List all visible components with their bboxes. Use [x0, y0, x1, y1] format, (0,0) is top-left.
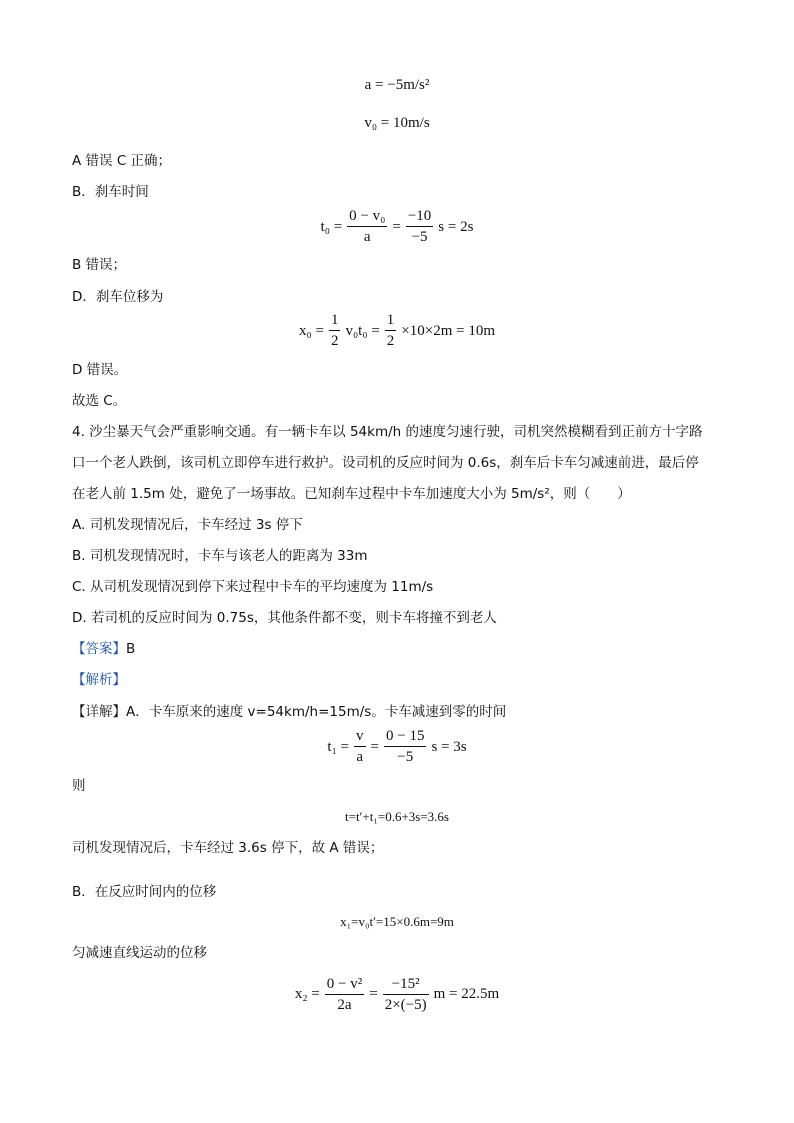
t0-fraction-1	[347, 206, 387, 247]
t0-den-2: −5	[411, 229, 428, 245]
option-b: B. 司机发现情况时，卡车与该老人的距离为 33m	[72, 548, 368, 564]
x0-fraction-1	[329, 310, 341, 351]
text-d-wrong: D 错误。	[72, 362, 128, 378]
equation-x1: x₁=v₀t′=15×0.6m=9m	[340, 914, 454, 929]
x2-fraction-1	[325, 974, 364, 1015]
x2-num-2: −15²	[383, 974, 429, 995]
option-a: A. 司机发现情况后，卡车经过 3s 停下	[72, 517, 303, 533]
equation-initial-velocity: v₀ = 10m/s	[364, 115, 430, 131]
answer-value: B	[126, 641, 136, 657]
x0-fraction-2	[385, 310, 397, 351]
option-c: C. 从司机发现情况到停下来过程中卡车的平均速度为 11m/s	[72, 579, 434, 595]
x0-den-1: 2	[330, 333, 339, 349]
t1-equals: =	[370, 738, 379, 755]
analysis-label: 【解析】	[72, 672, 126, 688]
text-b-wrong: B 错误；	[72, 257, 127, 273]
detail-row	[72, 703, 506, 721]
answer-tag: 【答案】	[72, 641, 126, 657]
equation-t0	[0, 206, 794, 247]
t1-den-2: −5	[397, 749, 414, 765]
x2-num-1: 0 − v²	[325, 974, 364, 995]
x2-den-2: 2×(−5)	[384, 996, 427, 1013]
x2-rhs: m = 22.5m	[433, 986, 500, 1002]
text-a-wrong-c-right: A 错误 C 正确；	[72, 153, 172, 169]
t1-fraction-2	[384, 726, 426, 767]
x2-equals: =	[369, 986, 378, 1002]
t1-lhs: t₁ =	[327, 738, 350, 755]
text-a-conclusion: 司机发现情况后，卡车经过 3.6s 停下，故 A 错误；	[72, 840, 384, 856]
x2-fraction-2	[383, 974, 429, 1015]
x0-rhs: ×10×2m = 10m	[401, 322, 495, 339]
t1-num-1: v	[354, 726, 366, 747]
t0-rhs: s = 2s	[438, 218, 474, 235]
equation-acceleration: a = −5m/s²	[364, 77, 430, 93]
detail-text: A．卡车原来的速度 v=54km/h=15m/s。卡车减速到零的时间	[126, 704, 507, 720]
equation-x0	[0, 310, 794, 351]
equation-total-time: t=t′+t₁=0.6+3s=3.6s	[345, 809, 449, 824]
t0-lhs: t₀ =	[320, 218, 343, 235]
equation-x2	[0, 972, 794, 1016]
question-4-line-1: 4. 沙尘暴天气会严重影响交通。有一辆卡车以 54km/h 的速度匀速行驶，司机突然模糊看到正前方十字路	[72, 424, 703, 440]
x2-lhs: x₂ =	[294, 986, 320, 1002]
detail-tag: 【详解】	[72, 704, 126, 720]
answer-row	[72, 640, 135, 658]
t1-num-2: 0 − 15	[384, 726, 426, 747]
t1-rhs: s = 3s	[431, 738, 467, 755]
x0-num-2: 1	[385, 310, 397, 331]
analysis-tag	[72, 671, 126, 689]
text-uniform-deceleration: 匀减速直线运动的位移	[72, 945, 207, 961]
t0-equals: =	[392, 218, 401, 235]
t1-fraction-1	[354, 726, 366, 767]
x0-den-2: 2	[386, 333, 395, 349]
text-choose-c: 故选 C。	[72, 393, 127, 409]
equation-t1	[0, 726, 794, 767]
t0-num-2: −10	[406, 206, 433, 227]
x0-num-1: 1	[329, 310, 341, 331]
option-d: D. 若司机的反应时间为 0.75s，其他条件都不变，则卡车将撞不到老人	[72, 610, 497, 626]
text-b-reaction-displacement: B．在反应时间内的位移	[72, 884, 217, 900]
t0-den-1: a	[363, 229, 371, 245]
question-4-line-3: 在老人前 1.5m 处，避免了一场事故。已知刹车过程中卡车加速度大小为 5m/s²，则（ ）	[72, 486, 631, 502]
x0-lhs: x₀ =	[298, 322, 324, 339]
t0-fraction-2	[406, 206, 433, 247]
t1-den-1: a	[356, 749, 364, 765]
question-4-line-2: 口一个老人跌倒，该司机立即停车进行救护。设司机的反应时间为 0.6s，刹车后卡车匀减速前进，最后停	[72, 455, 699, 471]
x0-mid: v₀t₀ =	[345, 322, 380, 339]
t0-num-1: 0 − v₀	[347, 206, 387, 227]
text-b-brake-time: B．刹车时间	[72, 184, 149, 200]
x2-den-1: 2a	[337, 996, 352, 1013]
text-then: 则	[72, 778, 86, 794]
text-d-brake-displacement: D．刹车位移为	[72, 289, 164, 305]
